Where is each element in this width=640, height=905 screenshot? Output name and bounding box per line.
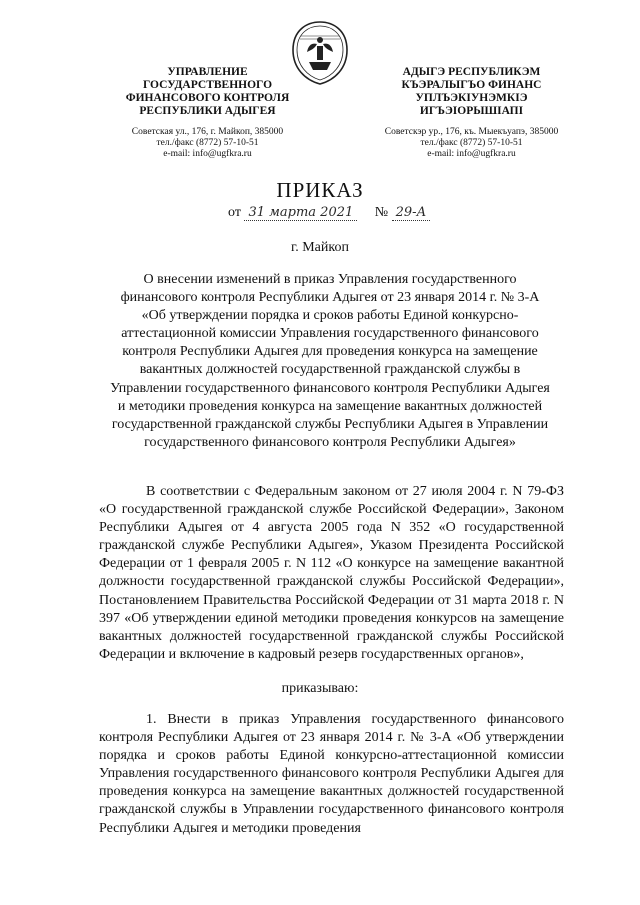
org-name-russian [100, 66, 315, 118]
phone-line: тел./факс (8772) 57-10-51 [156, 138, 259, 148]
handwritten-number: 29-А [392, 205, 431, 221]
city-line: г. Майкоп [291, 240, 349, 255]
subject-line: государственной гражданской службы Республики Адыгея в Управлении [111, 416, 549, 432]
header-right-block [364, 66, 579, 160]
org-name-line: РЕСПУБЛИКИ АДЫГЕЯ [139, 105, 276, 117]
date-prefix: от [228, 205, 241, 220]
subject-line: и методики проведения конкурса на замещение вакантных должностей [117, 398, 543, 414]
org-name-line: КЪЭРАЛЫГЪО ФИНАНС [401, 79, 542, 91]
org-name-line: ФИНАНСОВОГО КОНТРОЛЯ [125, 92, 290, 104]
org-name-line: УПЛЪЭКIУНЭМКIЭ [415, 92, 528, 104]
subject-line: аттестационной комиссии Управления государственного финансового [121, 326, 539, 342]
email-line: e-mail: info@ugfkra.ru [427, 149, 516, 159]
address-line: Советская ул., 176, г. Майкоп, 385000 [131, 127, 284, 137]
document-subject [95, 271, 565, 452]
org-name-line: ГОСУДАРСТВЕННОГО [142, 79, 273, 91]
contact-block-adyghe [364, 127, 579, 160]
contact-block-russian [100, 127, 315, 160]
order-item-1: 1. Внести в приказ Управления государственного финансового контроля Республики Адыгея от 23 января 2014 г. № 3-А «Об утверждении порядка и сроков работы Единой конкурсно-аттестационной комиссии Управления государственного финансового контроля Республики Адыгея для проведения конкурса на замещение вакантных должностей государственной гражданской службы в Управлении государственного финансового контроля Республики Адыгея и методики проведения [99, 712, 564, 836]
handwritten-date: 31 марта 2021 [244, 205, 357, 221]
coat-of-arms-emblem [289, 20, 351, 86]
header-left-block [100, 66, 315, 160]
subject-line: государственного финансового контроля Республики Адыгея» [144, 434, 516, 450]
document-title: ПРИКАЗ [276, 178, 364, 202]
org-name-line: АДЫГЭ РЕСПУБЛИКЭМ [402, 66, 541, 78]
order-word: приказываю: [281, 681, 359, 696]
org-name-adyghe [364, 66, 579, 118]
org-name-line: УПРАВЛЕНИЕ [167, 66, 248, 78]
subject-line: О внесении изменений в приказ Управления государственного [143, 272, 517, 287]
subject-line: контроля Республики Адыгея для проведения конкурса на замещение [122, 344, 538, 360]
basis-paragraph: В соответствии с Федеральным законом от 27 июля 2004 г. N 79-ФЗ «О государственной гражданской службе Российской Федерации», Законом Республики Адыгея от 4 августа 2005 года N 352 «О государственной гражданской службе Республики Адыгея», Указом Президента Российской Федерации от 1 февраля 2005 г. N 112 «О конкурсе на замещение вакантной должности государственной гражданской службы Российской Федерации», Постановлением Правительства Российской Федерации от 31 марта 2018 г. N 397 «Об утверждении единой методики проведения конкурсов на замещение вакантных должностей государственной гражданской службы Российской Федерации и включение в кадровый резерв государственных органов», [99, 484, 564, 662]
phone-line: тел./факс (8772) 57-10-51 [420, 138, 523, 148]
date-number-line [228, 205, 430, 221]
subject-line: «Об утверждении порядка и сроков работы Единой конкурсно- [141, 308, 519, 324]
subject-line: вакантных должностей государственной гражданской службы в [139, 362, 521, 378]
org-name-line: ИГЪЭIОРЫШIАПI [419, 105, 524, 117]
number-prefix: № [374, 205, 389, 220]
subject-line: Управлении государственного финансового контроля Республики Адыгея [110, 380, 550, 396]
subject-line: финансового контроля Республики Адыгея от 23 января 2014 г. № 3-А [120, 290, 540, 306]
email-line: e-mail: info@ugfkra.ru [163, 149, 252, 159]
address-line: Советскэр ур., 176, къ. Мыекъуапэ, 385000 [384, 127, 559, 137]
